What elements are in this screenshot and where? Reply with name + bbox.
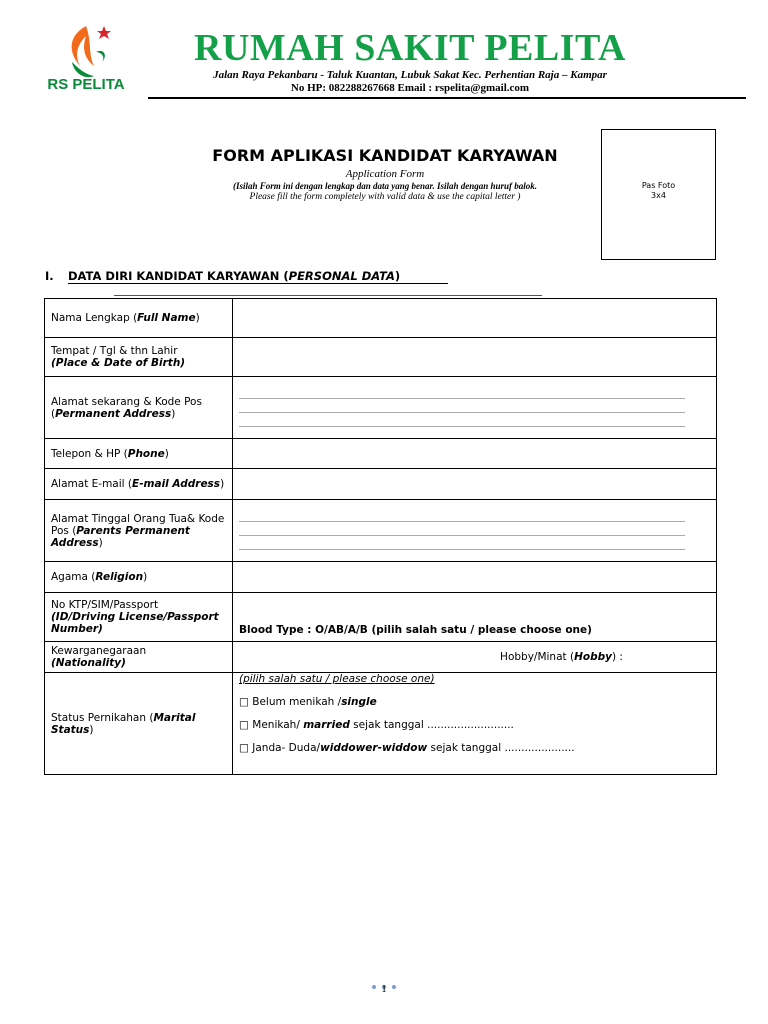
row-nationality [45, 642, 717, 673]
field-phone[interactable] [233, 439, 717, 469]
address-lines [239, 398, 685, 427]
section-title-en: PERSONAL DATA [288, 269, 395, 283]
option-widowed[interactable] [239, 742, 710, 754]
writing-line [239, 521, 685, 522]
option-text: Janda- Duda/ [252, 742, 321, 754]
choose-one-note: (pilih salah satu / please choose one) [239, 673, 435, 685]
label-text-en: (Place & Date of Birth) [51, 357, 186, 369]
label-close: ) [220, 478, 225, 490]
row-marital-status [45, 673, 717, 775]
label-text: Alamat E-mail ( [51, 478, 133, 490]
label-text: Alamat sekarang & Kode Pos ( [51, 395, 202, 420]
label-text: Tempat / Tgl & thn Lahir [51, 345, 178, 357]
option-married[interactable] [239, 719, 710, 731]
label-close: ) [164, 447, 169, 460]
row-email [45, 469, 717, 500]
option-text: Belum menikah / [252, 696, 342, 708]
label-close: ) [89, 723, 94, 736]
label-text-en: Permanent Address [55, 407, 172, 420]
photo-label-text: Pas Foto [641, 181, 676, 190]
section-title [68, 269, 448, 284]
hospital-contact: No HP: 082288267668 Email : rspelita@gmail.com [290, 82, 530, 94]
field-hobby[interactable] [233, 642, 717, 673]
row-birth [45, 338, 717, 377]
field-religion[interactable] [233, 562, 717, 593]
form-title: FORM APLIKASI KANDIDAT KARYAWAN [212, 146, 558, 165]
photo-label [601, 181, 716, 201]
form-subtitle: Application Form [345, 168, 425, 180]
label-text-en: Religion [95, 571, 144, 583]
label-close: ) [195, 312, 200, 324]
label-close: ) [143, 571, 148, 583]
hobby-label-close: ) : [611, 651, 623, 663]
label-text: Agama ( [51, 571, 96, 583]
field-email[interactable] [233, 469, 717, 500]
checkbox-icon[interactable]: □ [239, 719, 249, 731]
row-phone [45, 439, 717, 469]
row-religion [45, 562, 717, 593]
hospital-name: RUMAH SAKIT PELITA [194, 27, 626, 69]
label-text-en: E-mail Address [132, 478, 221, 490]
label-nationality [45, 642, 233, 673]
hospital-address: Jalan Raya Pekanbaru - Taluk Kuantan, Lubuk Sakat Kec. Perhentian Raja – Kampar [213, 69, 607, 81]
option-single[interactable] [239, 696, 710, 708]
section-title-suffix: ) [394, 269, 401, 283]
label-text: Telepon & HP ( [51, 447, 128, 460]
header-divider [148, 97, 746, 99]
row-parents-address [45, 500, 717, 562]
checkbox-icon[interactable]: □ [239, 742, 249, 754]
label-address [45, 377, 233, 439]
label-phone [45, 439, 233, 469]
section-title-prefix: DATA DIRI KANDIDAT KARYAWAN ( [68, 269, 289, 283]
option-text-rest: sejak tanggal .......................... [349, 719, 514, 731]
hobby-label-en: Hobby [574, 651, 612, 663]
field-parents-address[interactable] [233, 500, 717, 562]
label-text: Alamat Tinggal Orang Tua& Kode Pos ( [51, 512, 225, 537]
logo-text: RS PELITA [47, 76, 125, 93]
personal-data-table [44, 298, 717, 775]
checkbox-icon[interactable]: □ [239, 696, 249, 708]
field-blood-type[interactable] [233, 593, 717, 642]
label-parents-address [45, 500, 233, 562]
label-text-en: Parents Permanent Address [51, 524, 190, 549]
field-address[interactable] [233, 377, 717, 439]
label-email [45, 469, 233, 500]
label-text-en: Full Name [137, 312, 196, 324]
field-marital-status [233, 673, 717, 775]
instruction-id: (Isilah Form ini dengan lengkap dan data yang benar. Isilah dengan huruf balok. [232, 181, 538, 191]
label-text: Kewarganegaraan [51, 645, 147, 657]
label-text: Status Pernikahan ( [51, 711, 154, 724]
label-text-en: (Nationality) [51, 657, 126, 669]
label-text-en: Marital Status [51, 711, 196, 736]
option-text: Menikah/ [252, 719, 304, 731]
instruction-en: Please fill the form completely with valid data & use the capital letter ) [249, 192, 521, 202]
hobby-label: Hobby/Minat ( [500, 651, 575, 663]
label-text-en: Phone [127, 447, 165, 460]
writing-line [239, 398, 685, 399]
section-number: I. [45, 269, 54, 283]
writing-line [239, 549, 685, 550]
row-id-card [45, 593, 717, 642]
field-full-name[interactable] [233, 299, 717, 338]
label-close: ) [98, 536, 103, 549]
field-birth[interactable] [233, 338, 717, 377]
option-text-rest: sejak tanggal ..................... [427, 742, 575, 754]
option-text-en: widdower-widdow [320, 742, 428, 754]
label-text-en: (ID/Driving License/Passport Number) [51, 611, 219, 635]
row-address [45, 377, 717, 439]
option-text-en: married [303, 719, 350, 731]
row-full-name [45, 299, 717, 338]
page-number: 1 [381, 983, 387, 995]
label-id-card [45, 593, 233, 642]
label-text: No KTP/SIM/Passport [51, 599, 159, 611]
label-birth [45, 338, 233, 377]
section-divider [114, 295, 542, 296]
label-close: ) [171, 407, 176, 420]
label-full-name [45, 299, 233, 338]
parents-address-lines [239, 521, 685, 550]
label-marital-status [45, 673, 233, 775]
photo-size-text: 3x4 [651, 191, 666, 200]
writing-line [239, 412, 685, 413]
label-religion [45, 562, 233, 593]
option-text-en: single [341, 696, 377, 708]
blood-type-text: Blood Type : O/AB/A/B (pilih salah satu / please choose one) [239, 624, 592, 636]
writing-line [239, 535, 685, 536]
writing-line [239, 426, 685, 427]
label-text: Nama Lengkap ( [51, 312, 138, 324]
